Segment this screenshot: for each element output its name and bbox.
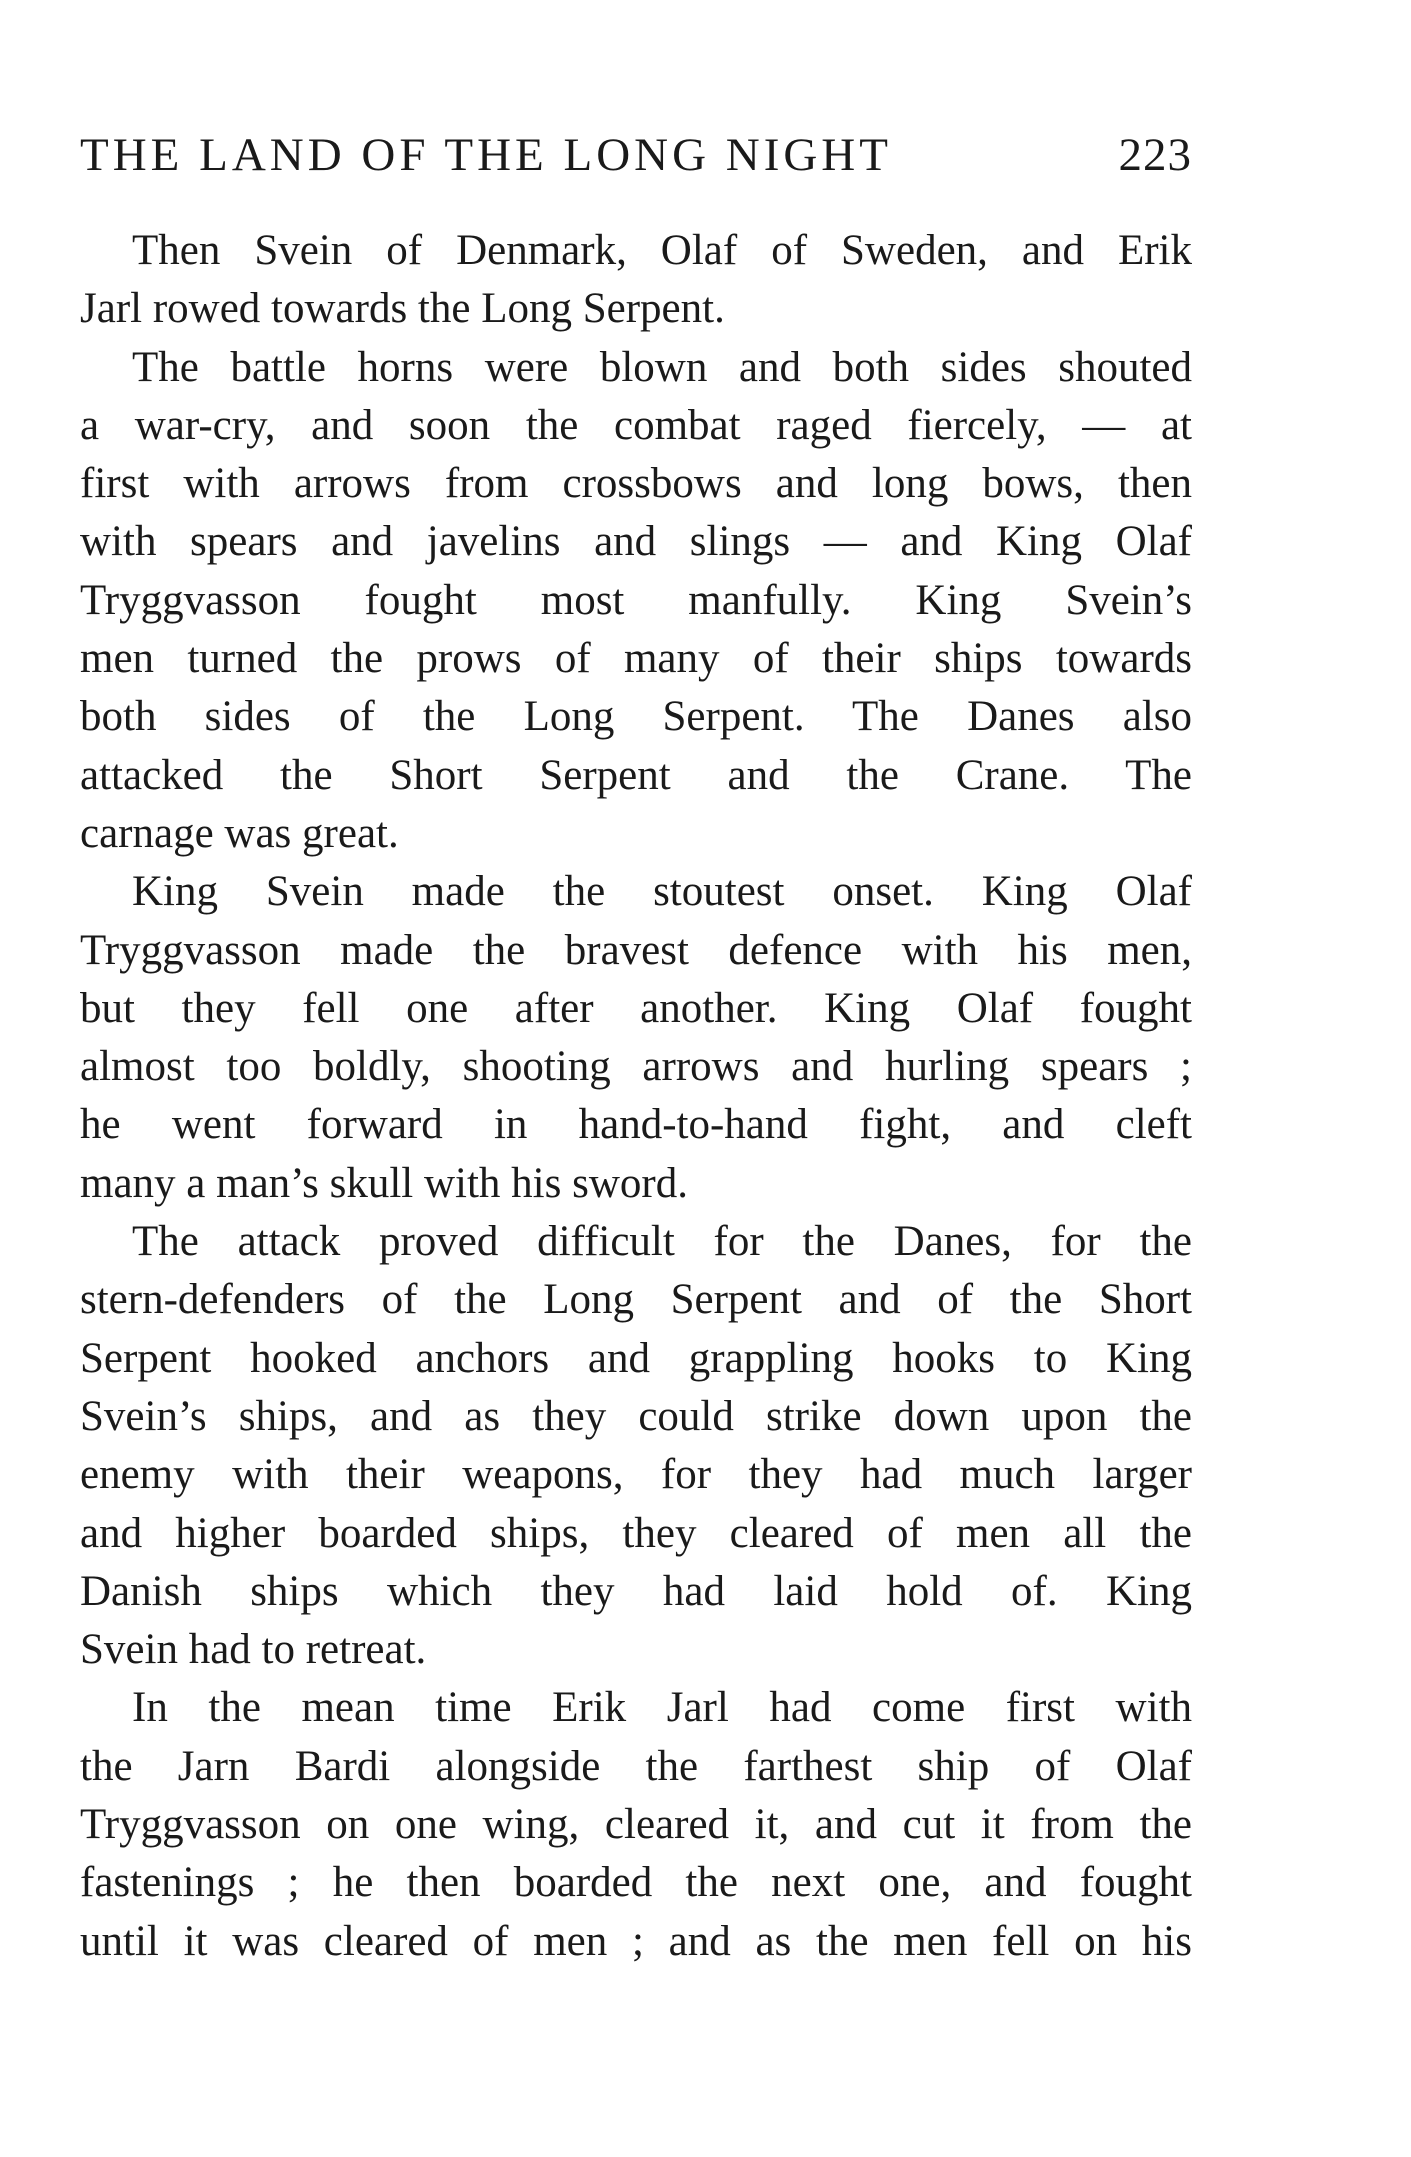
text-line: The attack proved difficult for the Danes, for the (132, 1218, 1192, 1266)
running-header (80, 128, 1192, 198)
paragraph-4 (80, 1213, 1192, 1679)
text-line: almost too boldly, shooting arrows and hurling spears ; (80, 1043, 1192, 1091)
text-line: the Jarn Bardi alongside the farthest ship of Olaf (80, 1742, 1192, 1790)
text-line: carnage was great. (80, 809, 399, 857)
text-line: a war-cry, and soon the combat raged fiercely, — at (80, 401, 1192, 449)
running-title: THE LAND OF THE LONG NIGHT (80, 129, 892, 181)
text-line: Then Svein of Denmark, Olaf of Sweden, and Erik (132, 227, 1192, 274)
text-line: and higher boarded ships, they cleared of men all the (80, 1509, 1192, 1557)
text-line: fastenings ; he then boarded the next one, and fought (80, 1859, 1192, 1907)
text-line: both sides of the Long Serpent. The Danes also (80, 693, 1192, 741)
text-line: Tryggvasson made the bravest defence with his men, (80, 926, 1192, 974)
text-line: Svein had to retreat. (80, 1626, 427, 1674)
text-line: attacked the Short Serpent and the Crane. The (80, 751, 1192, 799)
paragraph-5 (80, 1679, 1192, 1970)
text-line: Serpent hooked anchors and grappling hooks to King (80, 1334, 1192, 1382)
text-line: with spears and javelins and slings — and King Olaf (80, 518, 1192, 566)
text-line: Tryggvasson on one wing, cleared it, and cut it from the (80, 1801, 1192, 1849)
text-line: Jarl rowed towards the Long Serpent. (80, 285, 725, 333)
text-line: In the mean time Erik Jarl had come first with (132, 1684, 1192, 1732)
text-line: Danish ships which they had laid hold of. King (80, 1567, 1192, 1615)
paragraph-3 (80, 863, 1192, 1213)
text-line: enemy with their weapons, for they had much larger (80, 1451, 1192, 1499)
text-line: Tryggvasson fought most manfully. King Svein’s (80, 576, 1192, 624)
paragraph-1 (80, 222, 1192, 339)
text-line: first with arrows from crossbows and long bows, then (80, 460, 1192, 508)
text-line: Svein’s ships, and as they could strike down upon the (80, 1392, 1192, 1440)
text-line: stern-defenders of the Long Serpent and of the Short (80, 1276, 1192, 1324)
text-line: he went forward in hand-to-hand fight, and cleft (80, 1101, 1192, 1149)
text-line: but they fell one after another. King Olaf fought (80, 984, 1192, 1032)
text-line: many a man’s skull with his sword. (80, 1159, 688, 1207)
page-number: 223 (1118, 129, 1192, 181)
paragraph-2 (80, 339, 1192, 864)
text-line: King Svein made the stoutest onset. King Olaf (132, 868, 1192, 916)
text-line: The battle horns were blown and both sides shouted (132, 343, 1192, 391)
text-line: until it was cleared of men ; and as the men fell on his (80, 1917, 1192, 1965)
text-line: men turned the prows of many of their ships towards (80, 635, 1192, 683)
body-text (80, 222, 1192, 1971)
